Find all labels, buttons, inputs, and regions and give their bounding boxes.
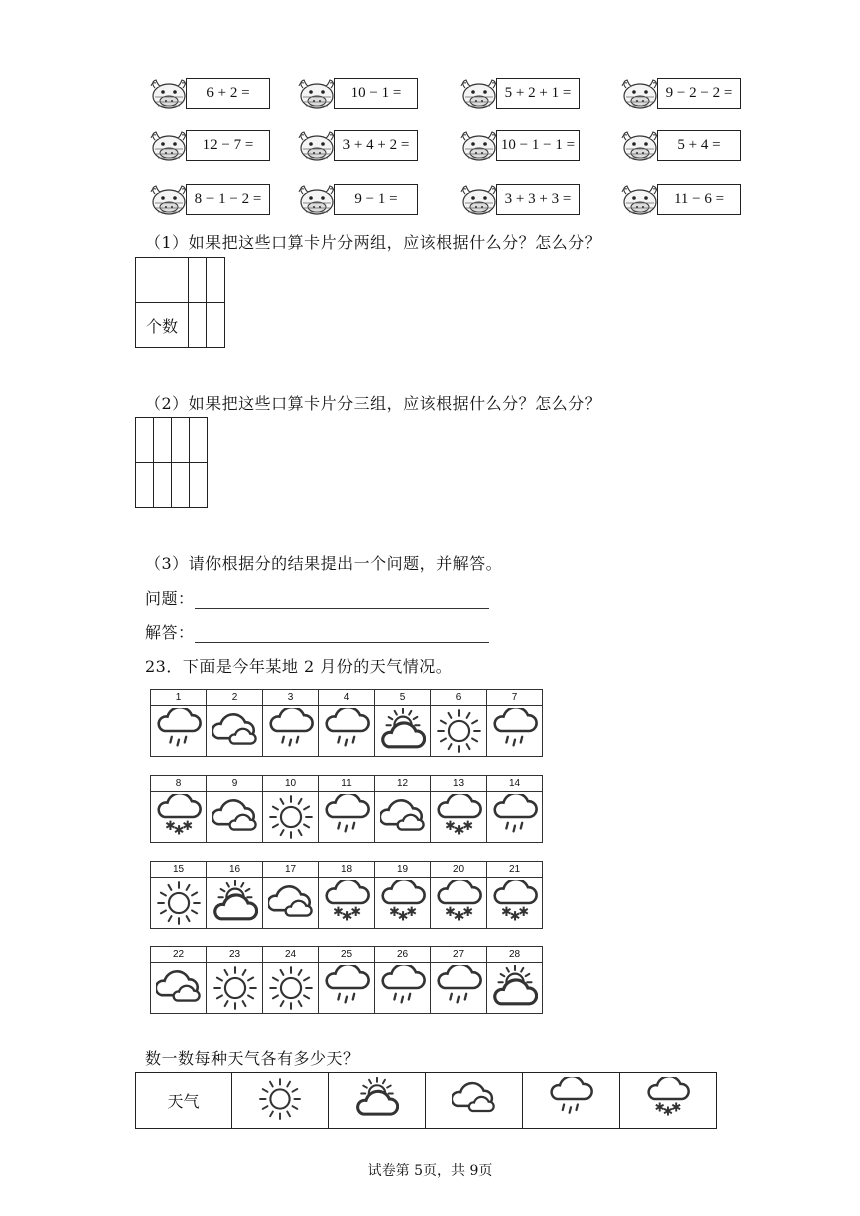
question-answer-line[interactable] (195, 592, 489, 609)
svg-text:✱: ✱ (500, 904, 512, 920)
partly-cloudy-icon (212, 880, 258, 926)
oral-arithmetic-card (296, 128, 418, 162)
day-number: 3 (263, 690, 319, 706)
oral-arithmetic-card (296, 182, 418, 216)
grid-cell (207, 303, 225, 348)
grid-cell (136, 418, 154, 463)
day-weather (319, 963, 375, 1014)
question-line (145, 586, 489, 609)
tally-column-partly-cloudy (329, 1073, 426, 1129)
svg-text:✱: ✱ (671, 1099, 682, 1114)
oral-arithmetic-card (458, 182, 580, 216)
svg-text:✱: ✱ (662, 1104, 674, 1118)
cloudy-icon (452, 1077, 496, 1121)
grid-cell (136, 258, 189, 303)
oral-arithmetic-card (458, 128, 580, 162)
tally-column-snow (620, 1073, 717, 1129)
card-expression: 11 − 6 = (657, 184, 741, 215)
question-1-text: （1）如果把这些口算卡片分两组，应该根据什么分？怎么分？ (145, 233, 602, 252)
card-expression: 9 − 2 − 2 = (657, 78, 741, 109)
oral-arithmetic-card (148, 182, 270, 216)
cloudy-icon (380, 794, 426, 840)
tally-column-cloudy (426, 1073, 523, 1129)
day-weather (375, 792, 431, 843)
question-2-grid (135, 417, 208, 508)
day-weather (207, 963, 263, 1014)
weather-week-row (150, 689, 543, 757)
day-number: 10 (263, 776, 319, 792)
rain-icon (492, 708, 538, 754)
card-expression: 6 + 2 = (186, 78, 270, 109)
day-number: 18 (319, 862, 375, 878)
page-footer: 试卷第 5页，共 9页 (367, 1163, 493, 1179)
snow-icon (324, 880, 370, 926)
tally-label: 天气 (136, 1073, 232, 1129)
day-number: 17 (263, 862, 319, 878)
card-expression: 3 + 3 + 3 = (496, 184, 580, 215)
card-expression: 9 − 1 = (334, 184, 418, 215)
sunny-icon (156, 880, 202, 926)
day-number: 12 (375, 776, 431, 792)
grid-cell (172, 463, 190, 508)
count-prompt: 数一数每种天气各有多少天？ (145, 1049, 360, 1068)
weather-week-row (150, 861, 543, 929)
day-weather (487, 706, 543, 757)
sunny-icon (268, 794, 314, 840)
day-number: 9 (207, 776, 263, 792)
answer-label: 解答： (145, 623, 195, 642)
oral-arithmetic-card (296, 76, 418, 110)
snow-icon (492, 880, 538, 926)
day-number: 27 (431, 947, 487, 963)
rain-icon (549, 1077, 593, 1121)
oral-arithmetic-card (148, 128, 270, 162)
day-weather (431, 878, 487, 929)
card-expression: 3 + 4 + 2 = (334, 130, 418, 161)
tally-column-rain (523, 1073, 620, 1129)
svg-text:✱: ✱ (388, 904, 400, 920)
partly-cloudy-icon (380, 708, 426, 754)
svg-text:✱: ✱ (444, 904, 456, 920)
day-weather (319, 792, 375, 843)
day-number: 5 (375, 690, 431, 706)
svg-text:✱: ✱ (164, 818, 176, 834)
day-number: 16 (207, 862, 263, 878)
answer-line (145, 620, 489, 643)
day-number: 23 (207, 947, 263, 963)
sunny-icon (212, 965, 258, 1011)
question-3-text: （3）请你根据分的结果提出一个问题，并解答。 (145, 554, 503, 573)
svg-text:✱: ✱ (173, 823, 184, 839)
day-number: 24 (263, 947, 319, 963)
day-number: 2 (207, 690, 263, 706)
day-weather (263, 963, 319, 1014)
rain-icon (324, 708, 370, 754)
row-label-count: 个数 (136, 303, 189, 348)
day-weather (207, 792, 263, 843)
day-number: 19 (375, 862, 431, 878)
grid-cell (207, 258, 225, 303)
sunny-icon (258, 1077, 302, 1121)
question-2-text: （2）如果把这些口算卡片分三组，应该根据什么分？怎么分？ (145, 394, 602, 413)
card-expression: 12 − 7 = (186, 130, 270, 161)
svg-text:✱: ✱ (461, 904, 473, 920)
card-expression: 5 + 4 = (657, 130, 741, 161)
day-weather (207, 706, 263, 757)
weather-week-row (150, 946, 543, 1014)
rain-icon (324, 794, 370, 840)
snow-icon (380, 880, 426, 926)
grid-cell (190, 418, 208, 463)
day-weather (431, 963, 487, 1014)
day-weather (151, 792, 207, 843)
oral-arithmetic-card (148, 76, 270, 110)
question-23-text: 23．下面是今年某地 2 月份的天气情况。 (145, 657, 453, 676)
rain-icon (156, 708, 202, 754)
day-number: 26 (375, 947, 431, 963)
question-label: 问题： (145, 589, 195, 608)
rain-icon (324, 965, 370, 1011)
day-weather (375, 963, 431, 1014)
card-expression: 10 − 1 − 1 = (496, 130, 580, 161)
oral-arithmetic-card (619, 76, 741, 110)
day-number: 15 (151, 862, 207, 878)
day-number: 7 (487, 690, 543, 706)
day-weather (375, 878, 431, 929)
day-weather (151, 878, 207, 929)
cloudy-icon (268, 880, 314, 926)
day-number: 20 (431, 862, 487, 878)
day-number: 25 (319, 947, 375, 963)
day-number: 14 (487, 776, 543, 792)
day-weather (431, 792, 487, 843)
svg-text:✱: ✱ (509, 909, 520, 925)
day-number: 22 (151, 947, 207, 963)
grid-cell (154, 418, 172, 463)
day-weather (319, 706, 375, 757)
cloudy-icon (212, 708, 258, 754)
day-weather (375, 706, 431, 757)
day-weather (207, 878, 263, 929)
grid-cell (189, 303, 207, 348)
grid-cell (190, 463, 208, 508)
rain-icon (268, 708, 314, 754)
card-expression: 10 − 1 = (334, 78, 418, 109)
answer-blank-line[interactable] (195, 626, 489, 643)
day-weather (263, 792, 319, 843)
snow-icon (436, 794, 482, 840)
day-weather (151, 706, 207, 757)
day-weather (151, 963, 207, 1014)
svg-text:✱: ✱ (654, 1099, 665, 1114)
question-1-grid (135, 257, 225, 348)
oral-arithmetic-card (458, 76, 580, 110)
card-expression: 8 − 1 − 2 = (186, 184, 270, 215)
svg-text:✱: ✱ (332, 904, 344, 920)
grid-cell (154, 463, 172, 508)
snow-icon (436, 880, 482, 926)
rain-icon (492, 794, 538, 840)
svg-text:✱: ✱ (341, 909, 352, 925)
svg-text:✱: ✱ (453, 909, 464, 925)
svg-text:✱: ✱ (349, 904, 361, 920)
rain-icon (380, 965, 426, 1011)
day-number: 28 (487, 947, 543, 963)
svg-text:✱: ✱ (517, 904, 529, 920)
card-expression: 5 + 2 + 1 = (496, 78, 580, 109)
cloudy-icon (156, 965, 202, 1011)
weather-week-row (150, 775, 543, 843)
day-weather (263, 878, 319, 929)
grid-cell (136, 463, 154, 508)
svg-text:✱: ✱ (444, 818, 456, 834)
sunny-icon (268, 965, 314, 1011)
sunny-icon (436, 708, 482, 754)
svg-text:✱: ✱ (453, 823, 464, 839)
grid-cell (172, 418, 190, 463)
day-number: 21 (487, 862, 543, 878)
day-number: 6 (431, 690, 487, 706)
day-number: 1 (151, 690, 207, 706)
weather-tally-table (135, 1072, 717, 1129)
svg-text:✱: ✱ (397, 909, 408, 925)
svg-text:✱: ✱ (405, 904, 417, 920)
day-weather (487, 792, 543, 843)
tally-column-sunny (232, 1073, 329, 1129)
day-number: 8 (151, 776, 207, 792)
day-number: 4 (319, 690, 375, 706)
oral-arithmetic-card (619, 128, 741, 162)
snow-icon (156, 794, 202, 840)
day-weather (487, 963, 543, 1014)
day-number: 11 (319, 776, 375, 792)
day-weather (487, 878, 543, 929)
grid-cell (189, 258, 207, 303)
day-weather (431, 706, 487, 757)
cloudy-icon (212, 794, 258, 840)
snow-icon (646, 1077, 690, 1121)
day-weather (263, 706, 319, 757)
partly-cloudy-icon (355, 1077, 399, 1121)
svg-text:✱: ✱ (461, 818, 473, 834)
oral-arithmetic-card (619, 182, 741, 216)
rain-icon (436, 965, 482, 1011)
svg-text:✱: ✱ (181, 818, 193, 834)
partly-cloudy-icon (492, 965, 538, 1011)
day-number: 13 (431, 776, 487, 792)
day-weather (319, 878, 375, 929)
